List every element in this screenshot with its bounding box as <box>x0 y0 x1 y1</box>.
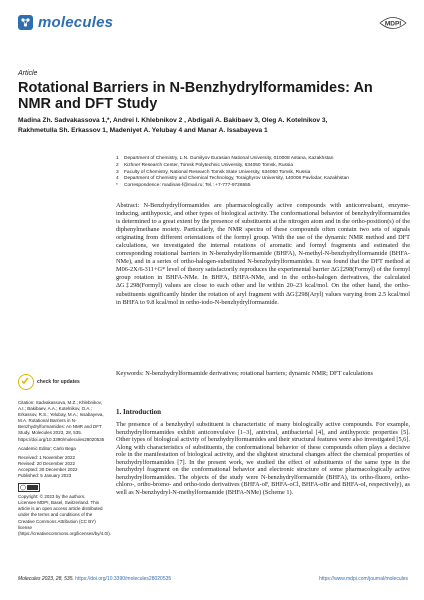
introduction-text: The presence of a benzhydryl substituent is characteristic of many biologically active compounds. For example, benzhydrylformamides exhibit anticonvulsive [1–3], antiviral, antibacterial [4], and antihypoxic properties [5]. Other types of biological activity of benzhydrylformamides and their structural features were also investigated [5,6]. Along with characteristics of substituents, the conformational behavior of these compounds often plays a decisive role in the manifestation of biological activity, and the slightest structural changes affect the chemical properties of benzhydrylformamides [7]. In the present work, we studied the effect of substituents of the same type in the benzhydryl fragment on the conformational behavior and electronic structure of some pharmacologically active benzhydrylformamides. The objects of the study were N-benzhydrylformamide (BHFA), its ortho-fluoro, ortho-chloro-, ortho-bromo- and ortho-iodo derivatives (BHFA-oF, BHFA-oCl, BHFA-oBr and BHFA-oI, respectively), as well as N-benzhydryl-N-methylformamide (BHFA-NMe) (Scheme 1). <box>116 421 410 496</box>
published-date: Published: 5 January 2023 <box>18 473 72 479</box>
affiliations <box>116 156 416 190</box>
correspondence: * Correspondence: madinas-f@mail.ru; Tel.: +7-777-9726555 <box>116 183 251 189</box>
affiliation-item: 2 Kizhner Research Center, Tomsk Polytechnic University, 634050 Tomsk, Russia <box>116 162 294 168</box>
affiliation-item: 3 Faculty of Chemistry, National Research Tomsk State University, 634050 Tomsk, Russia <box>116 169 311 175</box>
check-updates-label: check for updates <box>37 379 80 385</box>
author-list <box>18 116 408 136</box>
footer-journal-link[interactable]: https://www.mdpi.com/journal/molecules <box>319 576 408 582</box>
keywords: Keywords: N-benzhydrylformamide derivatives; rotational barriers; dynamic NMR; DFT calculations <box>116 370 373 377</box>
authors-line-2: Rakhmetulla Sh. Erkassov 1, Madeniyet A. Yelubay 4 and Manar A. Issabayeva 1 <box>18 127 268 134</box>
journal-name[interactable]: molecules <box>38 14 114 31</box>
check-for-updates-badge[interactable] <box>18 374 80 390</box>
page-footer <box>18 576 408 583</box>
authors-line-1: Madina Zh. Sadvakassova 1,*, Andrei I. Khlebnikov 2 , Abdigali A. Bakibaev 3, Oleg A. Kotelnikov 3, <box>18 117 328 124</box>
article-info-sidebar <box>18 400 112 537</box>
article-title: Rotational Barriers in N-Benzhydrylformamides: An NMR and DFT Study <box>18 80 373 112</box>
affiliation-item: 4 Department of Chemistry and Chemical Technology, Toraighyrov University, 140008 Pavlodar, Kazakhstan <box>116 176 349 182</box>
academic-editor: Academic Editor: Carlo Bega <box>18 445 76 451</box>
citation: Citation: Sadvakassova, M.Z.; Khlebnikov, A.I.; Bakibaev, A.A.; Kotelnikov, O.A.; Erkassov, R.S.; Yelubay, M.A.; Issabayeva, M.A. Rotational Barriers in N-Benzhydrylformamides: An NMR and DFT Study. Molecules 2023, 28, 535. https://doi.org/10.3390/molecules28020535 <box>18 400 105 442</box>
footer-doi-link[interactable]: https://doi.org/10.3390/molecules28020535 <box>75 576 172 582</box>
journal-logo-icon <box>18 15 33 30</box>
abstract: Abstract: N-Benzhydrylformamides are pharmacologically active compounds with anticonvulsant, enzyme-inducing, antihypoxic, and other types of biological activity. The conformational behavior of benzhydrylformamides is determined to a great extent by the presence of substituents at the nitrogen atom and in the ortho-position(s) of the diphenylmethane moiety. Particularly, the NMR spectra of these compounds often contain two sets of signals originating from different orientations of the formyl group. With the use of the dynamic NMR method and DFT calculations, we investigated the internal rotations of aromatic and formyl fragments and estimated the corresponding rotational barriers in N-benzhydrylformamide (BHFA), N-methyl-N-benzhydrylformamide (BHFA-NMe), and in a series of ortho-halogen-substituted N-benzhydrylformamides. It was found that the DFT method at M06-2X/6-311+G* level of theory satisfactorily reproduces the experimental barrier ΔG‡298(Formyl) of the formyl group rotation in BHFA-NMe. In BHFA, BHFA-NMe, and in the ortho-halogen derivatives, the calculated ΔG‡298(Formyl) values are close to each other and lie within 20–23 kcal/mol. On the other hand, the ortho-substituents significantly hinder the rotation of aryl fragment with ΔG‡298(Aryl) values varying from 2.5 kcal/mol in BHFA to 9.8 kcal/mol in ortho-iodo-N-benzhydrylformamide. <box>116 202 410 306</box>
footer-citation: Molecules 2023, 28, 535. <box>18 576 74 582</box>
svg-text:MDPI: MDPI <box>384 20 402 28</box>
accepted-date: Accepted: 30 December 2022 <box>18 466 78 472</box>
affiliation-item: 1 Department of Chemistry, L.N. Gumilyov Eurasian National University, 010008 Astana, Kazakhstan <box>116 156 334 161</box>
section-heading: 1. Introduction <box>116 408 161 416</box>
cc-by-license-icon[interactable] <box>18 483 40 492</box>
copyright-notice: Copyright: © 2023 by the authors. Licensee MDPI, Basel, Switzerland. This article is an open access article distributed under the terms and conditions of the Creative Commons Attribution (CC BY) license (https://creativecommons.org/licenses/by/4.0/). <box>18 494 112 536</box>
journal-header <box>18 14 113 31</box>
received-date: Received: 1 November 2022 <box>18 454 76 460</box>
check-updates-icon <box>18 374 34 390</box>
mdpi-logo-icon[interactable] <box>378 14 408 32</box>
article-type: Article <box>18 70 38 77</box>
revised-date: Revised: 20 December 2022 <box>18 460 76 466</box>
